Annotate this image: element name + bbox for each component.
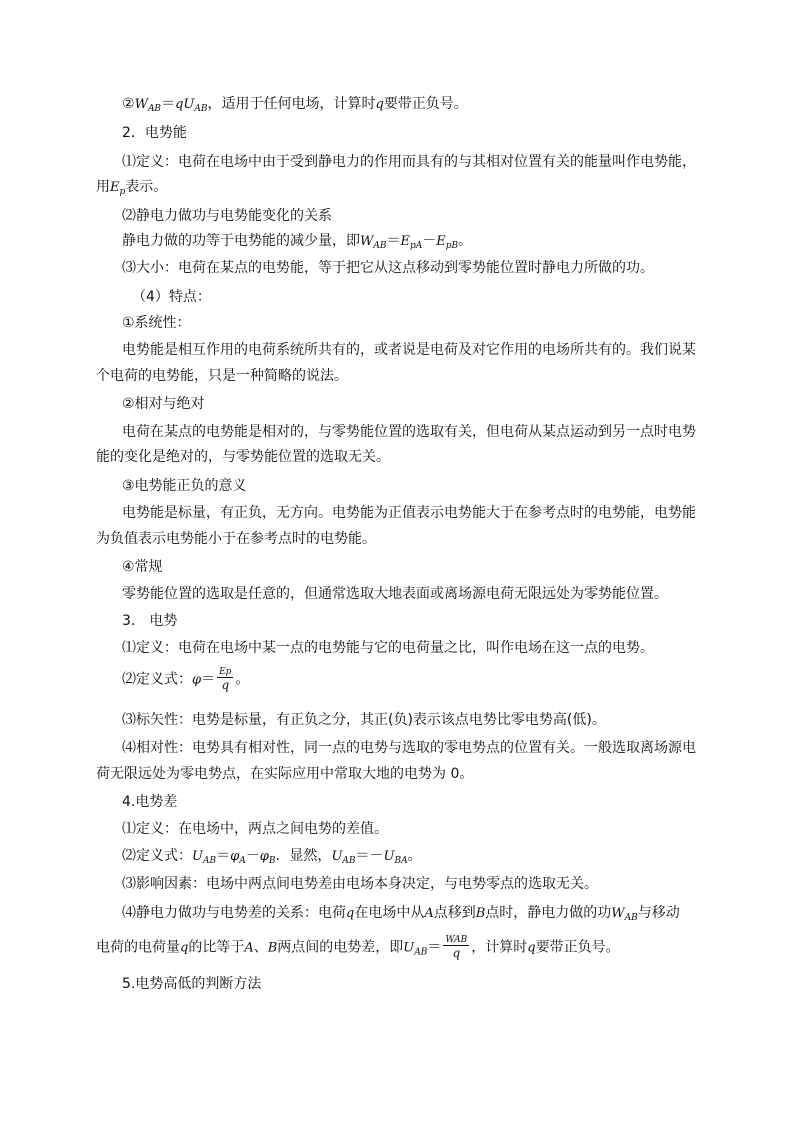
- math-b: B: [267, 940, 278, 956]
- math-e: E: [400, 234, 410, 249]
- math-a: A: [424, 906, 434, 921]
- fraction-denominator: q: [452, 946, 461, 960]
- text: 用: [96, 179, 110, 195]
- line-6: ⑶大小：电荷在某点的电势能，等于把它从这点移动到零势能位置时静电力所做的功。: [122, 260, 654, 276]
- math-eq: ＝: [427, 939, 442, 956]
- math-sub: A: [239, 856, 246, 866]
- line-10: 个电荷的电势能，只是一种简略的说法。: [96, 368, 348, 384]
- math-u: U: [331, 849, 343, 864]
- math-minus: －: [422, 233, 437, 249]
- line-26: ⑴定义：在电场中，两点之间电势的差值。: [122, 821, 388, 837]
- text: 两点间的电势差，即: [277, 939, 404, 956]
- line-21: [122, 667, 249, 692]
- math-u: U: [192, 849, 203, 864]
- math-sub: BA: [394, 856, 408, 866]
- math-sub: p: [119, 187, 126, 197]
- text: 在电场中从: [354, 905, 425, 921]
- text: 点移到: [433, 905, 476, 921]
- fraction-denominator: q: [221, 678, 230, 692]
- fraction-numerator: Ep: [219, 667, 232, 677]
- line-1: [122, 94, 468, 119]
- line-3b: [96, 177, 167, 202]
- text: 静电力做的功等于电势能的减少量，即: [122, 233, 360, 249]
- math-sub: AB: [147, 104, 162, 114]
- line-3a: ⑴定义：电荷在电场中由于受到静电力的作用而具有的与其相对位置有关的能量叫作电势能，: [122, 154, 696, 170]
- text: 。: [407, 848, 422, 864]
- line-12: 电荷在某点的电势能是相对的，与零势能位置的选取有关，但电荷从某点运动到另一点时电势: [122, 424, 696, 440]
- math-u: U: [403, 940, 415, 956]
- math-eq: ＝－: [355, 848, 384, 864]
- math-sub: AB: [194, 104, 208, 114]
- text: ⑵定义式：: [122, 671, 192, 688]
- math-u: U: [383, 849, 395, 864]
- line-28: ⑶影响因素：电场中两点间电势差由电场本身决定，与电势零点的选取无关。: [122, 876, 598, 892]
- math-b: B: [475, 906, 486, 921]
- fraction: [217, 667, 233, 692]
- line-30: [96, 935, 620, 963]
- math-w: W: [360, 234, 374, 249]
- line-5: [122, 231, 472, 256]
- text: ⑷静电力做功与电势差的关系：电荷: [122, 905, 346, 921]
- text: 、: [253, 939, 268, 956]
- fraction-numerator: WAB: [445, 935, 468, 945]
- line-18: 零势能位置的选取是任意的，但通常选取大地表面或离场源电荷无限远处为零势能位置。: [122, 586, 668, 602]
- math-q: q: [175, 97, 184, 112]
- line-29: [122, 903, 680, 928]
- math-q: q: [180, 940, 189, 956]
- line-16: 为负值表示电势能小于在参考点时的电势能。: [96, 531, 376, 547]
- math-eq: ＝: [161, 96, 176, 112]
- line-8: ①系统性：: [122, 315, 191, 331]
- math-minus: －: [245, 848, 260, 864]
- math-w: W: [134, 97, 148, 112]
- math-w: W: [611, 906, 625, 921]
- math-sub: AB: [414, 947, 428, 958]
- math-sub: pB: [445, 241, 459, 251]
- heading-5: 5.电势高低的判断方法: [122, 976, 262, 992]
- line-20: ⑴定义：电荷在电场中某一点的电势能与它的电荷量之比，叫作电场在这一点的电势。: [122, 640, 654, 656]
- math-sub: AB: [202, 856, 217, 866]
- circled-number: ②: [122, 96, 135, 112]
- line-27: [122, 846, 422, 871]
- math-q: q: [527, 940, 536, 956]
- line-13: 能的变化是绝对的，与零势能位置的选取无关。: [96, 449, 390, 465]
- text: ，适用于任何电场，计算时: [207, 96, 376, 112]
- math-sub: B: [268, 856, 276, 866]
- math-sub: AB: [624, 913, 638, 923]
- math-sub: AB: [342, 856, 356, 866]
- line-22: ⑶标矢性：电势是标量，有正负之分，其正(负)表示该点电势比零电势高(低)。: [122, 712, 606, 728]
- line-17: ④常规: [122, 559, 163, 575]
- text: ⑵定义式：: [122, 848, 192, 864]
- text: ，计算时: [471, 939, 528, 956]
- math-q: q: [375, 97, 384, 112]
- math-phi: φ: [230, 849, 240, 864]
- text: ．显然，: [275, 848, 332, 864]
- text: 电荷的电荷量: [96, 939, 180, 956]
- line-23: ⑷相对性：电势具有相对性，同一点的电势与选取的零电势点的位置有关。一般选取离场源电: [122, 740, 696, 756]
- math-sub: pA: [410, 241, 423, 251]
- line-11: ②相对与绝对: [122, 396, 205, 412]
- math-phi: φ: [259, 849, 269, 864]
- math-sub: AB: [373, 241, 387, 251]
- line-9: 电势能是相互作用的电荷系统所共有的，或者说是电荷及对它作用的电场所共有的。我们说某: [122, 342, 696, 358]
- math-a: A: [244, 940, 254, 956]
- math-q: q: [346, 906, 355, 921]
- text: 与移动: [637, 905, 680, 921]
- heading-3: 3. 电势: [122, 613, 178, 629]
- math-e: E: [110, 180, 120, 195]
- heading-2: 2．电势能: [122, 125, 187, 141]
- math-e: E: [436, 234, 446, 249]
- line-15: 电势能是标量，有正负，无方向。电势能为正值表示电势能大于在参考点时的电势能，电势能: [122, 505, 696, 521]
- text: 点时，静电力做的功: [485, 905, 612, 921]
- heading-4: 4.电势差: [122, 794, 178, 810]
- text: 。: [458, 233, 473, 249]
- text: 表示。: [125, 179, 168, 195]
- math-eq: ＝: [386, 233, 401, 249]
- math-phi: φ: [192, 672, 202, 688]
- fraction: [443, 935, 469, 960]
- text: 要带正负号。: [535, 939, 620, 956]
- text: 要带正负号。: [383, 96, 468, 112]
- math-eq: ＝: [216, 848, 231, 864]
- math-eq: ＝: [201, 671, 216, 688]
- line-14: ③电势能正负的意义: [122, 478, 247, 494]
- math-u: U: [183, 97, 195, 112]
- line-7: （4）特点：: [132, 289, 211, 305]
- text: 的比等于: [188, 939, 245, 956]
- line-4: ⑵静电力做功与电势能变化的关系: [122, 208, 332, 224]
- text: 。: [235, 671, 250, 688]
- line-24: 荷无限远处为零电势点，在实际应用中常取大地的电势为 0。: [96, 766, 474, 782]
